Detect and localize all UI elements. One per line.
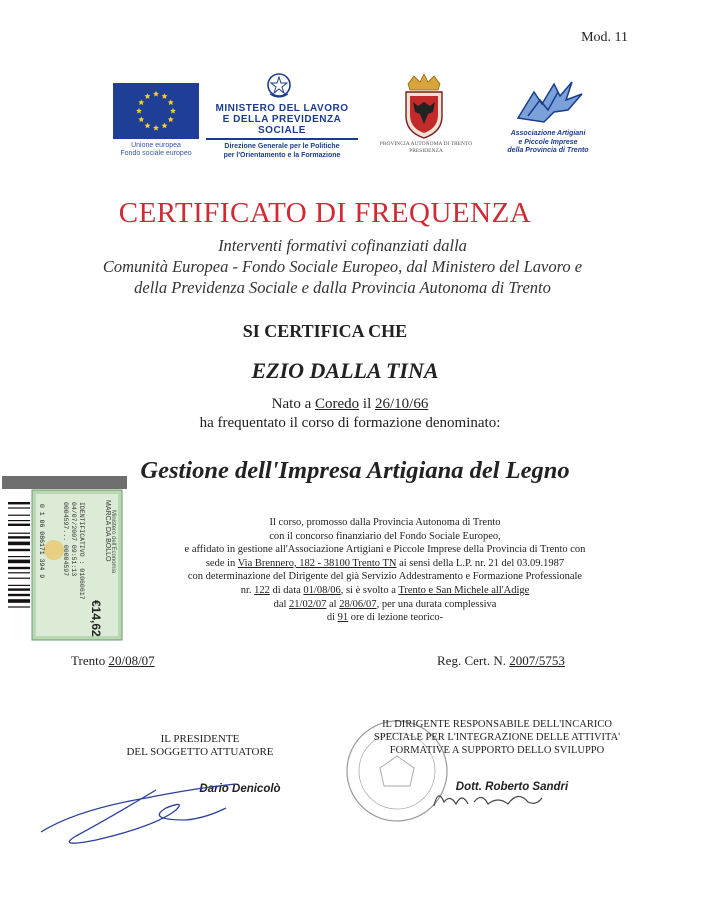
barcode-bar [8, 542, 30, 546]
course-hours: 91 [337, 612, 349, 624]
ministry-name: E DELLA PREVIDENZA SOCIALE [222, 114, 342, 136]
barcode-bar [8, 556, 30, 557]
determination-date: 01/08/06 [303, 584, 341, 596]
details-text: di data [272, 584, 301, 596]
province-caption-line: PROVINCIA AUTONOMA DI TRENTO [379, 141, 473, 147]
details-text: ai sensi della L.P. nr. 21 del 03.09.1987 [399, 557, 565, 569]
province-caption-line: PRESIDENZA [409, 148, 443, 154]
born-prefix: Nato a [271, 396, 312, 412]
signer-role: IL PRESIDENTE [160, 733, 240, 745]
born-mid: il [362, 396, 372, 412]
attended-text: ha frequentato il corso di formazione denominato: [199, 415, 501, 431]
italian-emblem-icon [266, 72, 292, 100]
svg-text:IDENTIFICATIVO : 01060617: IDENTIFICATIVO : 01060617 [78, 502, 85, 600]
handwritten-signature-right [428, 782, 548, 814]
ministry-department: per l'Orientamento e la Formazione [223, 152, 341, 159]
handwritten-signature-left [36, 770, 276, 850]
ministry-department: Direzione Generale per le Politiche [224, 143, 340, 150]
details-text: dal [273, 598, 287, 610]
association-caption-line: e Piccole Imprese [518, 138, 578, 146]
stamp-barcode-icon [6, 500, 45, 642]
eu-star-icon [153, 91, 159, 97]
barcode-number: 0 1 06 086171 394 9 [38, 504, 45, 579]
signer-name: Dott. Roberto Sandri [455, 781, 569, 793]
certifies-heading: SI CERTIFICA CHE [242, 321, 408, 341]
birth-info [0, 395, 700, 433]
details-line: con il concorso finanziario del Fondo Sociale Europeo, [269, 530, 501, 542]
birth-line [0, 395, 700, 414]
details-text: di [326, 612, 335, 624]
ministry-logo [206, 103, 358, 160]
reg-label: Reg. Cert. N. [437, 653, 506, 668]
details-line [100, 557, 670, 571]
reg-value: 2007/5753 [509, 653, 565, 668]
barcode-bar [8, 502, 30, 504]
details-line [100, 611, 670, 625]
subtitle-line: Comunità Europea - Fondo Sociale Europeo, dal Ministero del Lavoro e [102, 257, 583, 276]
eu-caption-line: Unione europea [131, 142, 181, 149]
eu-star-icon [145, 93, 151, 99]
barcode-bar [8, 536, 30, 538]
eu-star-icon [138, 116, 144, 122]
details-line [100, 598, 670, 612]
details-text: , si è svolto a [340, 584, 396, 596]
eu-caption [100, 142, 212, 158]
eu-star-icon [168, 116, 174, 122]
eu-star-icon [153, 125, 159, 131]
eu-stars-icon [113, 83, 199, 139]
recipient-name: EZIO DALLA TINA [251, 358, 439, 383]
association-caption-line: della Provincia di Trento [507, 147, 589, 154]
course-location: Trento e San Michele all'Adige [398, 584, 530, 596]
ministry-divider [206, 138, 358, 140]
barcode-bar [8, 549, 30, 551]
subtitle-line: della Previdenza Sociale e dalla Provincia Autonoma di Trento [134, 278, 551, 297]
details-line: con determinazione del Dirigente del già Servizio Addestramento e Formazione Professionale [187, 571, 583, 583]
signer-role: IL DIRIGENTE RESPONSABILE DELL'INCARICO [382, 719, 612, 730]
stamp-label: MARCA DA BOLLO [104, 500, 111, 562]
details-text: nr. [240, 584, 252, 596]
eu-star-icon [168, 99, 174, 105]
barcode-bar [8, 599, 30, 603]
barcode-bar [8, 520, 30, 521]
barcode-bar [8, 533, 30, 534]
subtitle-line: Interventi formativi cofinanziati dalla [218, 236, 467, 255]
signer-role: DEL SOGGETTO ATTUATORE [126, 746, 274, 758]
signer-role: SPECIALE PER L'INTEGRAZIONE DELLE ATTIVITA' [373, 732, 621, 743]
details-line [100, 584, 670, 598]
certificate-title: CERTIFICATO DI FREQUENZA [118, 197, 532, 229]
eu-flag-logo [113, 83, 199, 139]
course-start-date: 21/02/07 [289, 598, 327, 610]
svg-text:04/07/2007 09:51:13: 04/07/2007 09:51:13 [70, 502, 77, 577]
details-text: sede in [205, 557, 236, 569]
ministry-name: MINISTERO DEL LAVORO [215, 103, 349, 114]
eu-star-icon [162, 123, 168, 129]
barcode-bar [8, 578, 30, 579]
association-eagle-logo-icon [514, 78, 588, 126]
certificate-subtitle [60, 235, 625, 298]
birth-place: Coredo [314, 396, 360, 412]
details-line: e affidato in gestione all'Associazione Artigiani e Piccole Imprese della Provincia di Trento con [184, 544, 586, 556]
eu-star-icon [136, 108, 142, 114]
barcode-bar [8, 588, 30, 590]
determination-number: 122 [254, 584, 270, 596]
eu-star-icon [138, 99, 144, 105]
stamp-value: €14,62 [89, 600, 103, 637]
issue-place: Trento [71, 653, 106, 668]
barcode-bar [8, 585, 30, 586]
course-details [100, 516, 670, 625]
signer-name: Dario Denicolò [199, 783, 281, 795]
barcode-bar [8, 567, 30, 569]
eu-star-icon [170, 108, 176, 114]
province-crest-icon [400, 72, 448, 140]
barcode-bar [8, 515, 30, 516]
barcode-bar [8, 507, 30, 508]
course-name: Gestione dell'Impresa Artigiana del Legno [140, 457, 570, 484]
form-number: Mod. 11 [581, 30, 628, 45]
organizer-address: Via Brennero, 182 - 38100 Trento TN [237, 557, 397, 569]
signer-role: FORMATIVE A SUPPORTO DELLO SVILUPPO [389, 745, 605, 756]
stamp-issuer: Ministero dell'Economia [110, 510, 116, 574]
province-caption [372, 141, 480, 155]
svg-text:0004597... 00004597: 0004597... 00004597 [62, 502, 69, 577]
issue-place-date [71, 653, 155, 669]
course-end-date: 28/06/07 [339, 598, 377, 610]
eu-star-icon [162, 93, 168, 99]
registration-number [437, 653, 565, 669]
details-text: al [329, 598, 337, 610]
details-text: , per una durata complessiva [376, 598, 497, 610]
eu-star-icon [145, 123, 151, 129]
barcode-bar [8, 594, 30, 596]
details-text: ore di lezione teorico- [350, 612, 444, 624]
barcode-bar [8, 606, 30, 607]
issue-date: 20/08/07 [108, 653, 155, 668]
barcode-bar [8, 560, 30, 564]
eu-caption-line: Fondo sociale europeo [120, 150, 192, 157]
association-caption [496, 130, 600, 156]
details-line: Il corso, promosso dalla Provincia Autonoma di Trento [269, 517, 501, 528]
birth-date: 26/10/66 [375, 396, 429, 412]
barcode-bar [8, 572, 30, 573]
association-caption-line: Associazione Artigiani [510, 130, 586, 137]
barcode-bar [8, 524, 30, 526]
